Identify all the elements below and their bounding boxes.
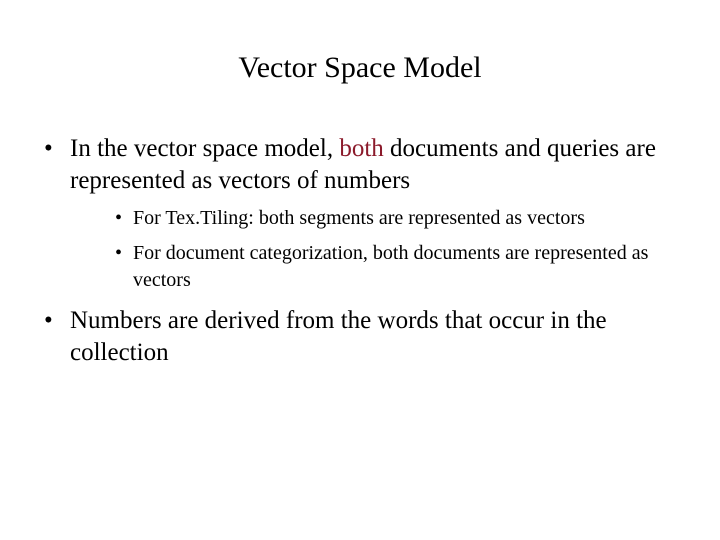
- subbullet-categorization: [115, 240, 675, 294]
- bullet-vector-space-model: [44, 133, 684, 197]
- bullet-marker: •: [44, 307, 53, 334]
- subbullet-marker: •: [115, 242, 123, 264]
- subbullet-text: For document categorization, both documents are represented as vectors: [133, 242, 649, 291]
- subbullet-text: For Tex.Tiling: both segments are represented as vectors: [133, 207, 585, 229]
- bullet-marker: •: [44, 135, 53, 162]
- subbullet-textiling: [115, 205, 715, 232]
- slide-title: Vector Space Model: [238, 51, 482, 84]
- highlighted-word: both: [339, 135, 384, 162]
- bullet-text: [44, 133, 684, 197]
- bullet-text-before: In the vector space model,: [70, 135, 340, 162]
- bullet-numbers-derived: [44, 305, 694, 369]
- bullet-text: Numbers are derived from the words that occur in the collection: [70, 307, 607, 366]
- subbullet-marker: •: [115, 207, 123, 229]
- bullet-text-after: documents and queries are represented as vectors of numbers: [70, 135, 656, 194]
